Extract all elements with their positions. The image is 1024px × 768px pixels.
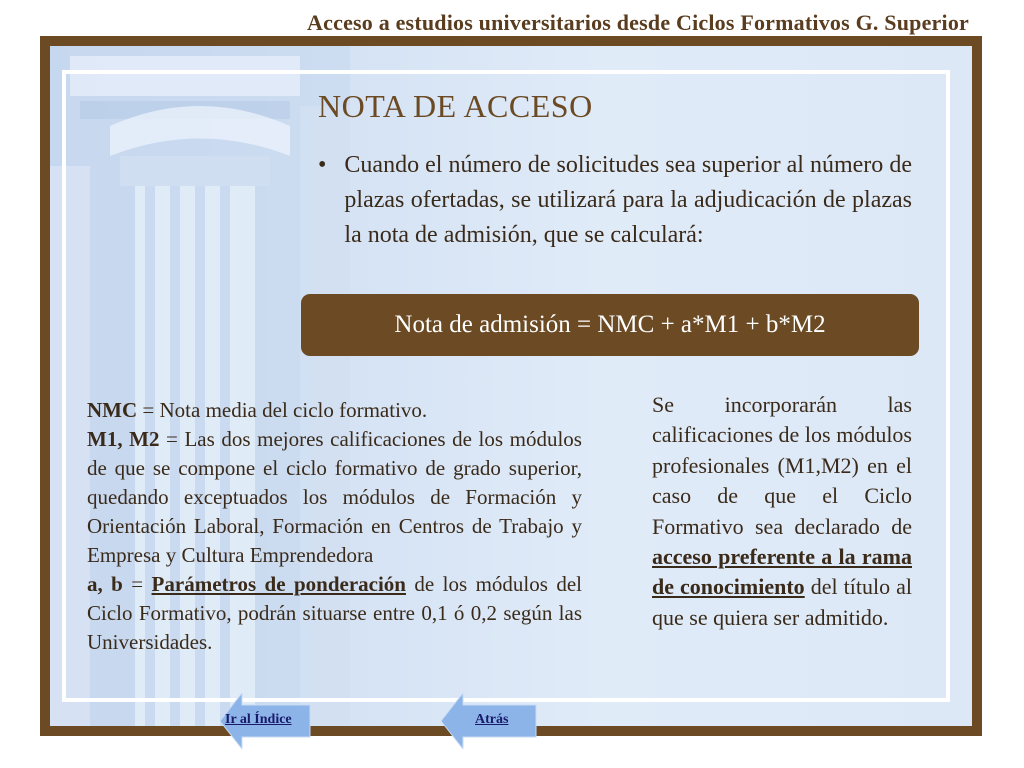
definition-nmc-text: = Nota media del ciclo formativo.	[137, 398, 428, 422]
definition-m1-m2	[87, 425, 582, 570]
definition-a-b-equals: =	[122, 572, 152, 596]
note-text-after: del título al que se quiera ser admitido.	[652, 574, 912, 630]
formula-text: Nota de admisión = NMC + a*M1 + b*M2	[394, 311, 826, 338]
weighting-parameters-link[interactable]: Parámetros de ponderación	[151, 572, 406, 596]
term-a-b: a, b	[87, 572, 123, 596]
term-m1-m2: M1, M2	[87, 427, 160, 451]
definition-a-b	[87, 570, 582, 657]
slide-title: NOTA DE ACCESO	[318, 88, 593, 124]
formula-banner	[301, 294, 919, 356]
go-to-index-button[interactable]	[220, 693, 312, 749]
definition-a-b-text: de los módulos del Ciclo Formativo, podrán situarse entre 0,1 ó 0,2 según las Universidades.	[87, 572, 582, 654]
presentation-header-title: Acceso a estudios universitarios desde Ciclos Formativos G. Superior	[307, 10, 969, 35]
bullet-point	[318, 148, 912, 253]
back-button[interactable]	[441, 693, 537, 749]
definition-m1-m2-text: = Las dos mejores calificaciones de los módulos de que se compone el ciclo formativo de grado superior, quedando exceptuados los módulos de Formación y Orientación Laboral, Formación en Centros de Trabajo y Empresa y Cultura Emprendedora	[87, 427, 582, 567]
preferential-access-note	[652, 390, 912, 633]
bullet-icon: •	[318, 152, 327, 178]
definitions-block	[87, 396, 582, 657]
bullet-text: Cuando el número de solicitudes sea superior al número de plazas ofertadas, se utilizará para la adjudicación de plazas la nota de admisión, que se calculará:	[344, 152, 912, 248]
go-to-index-label: Ir al Índice	[225, 712, 292, 727]
note-text-before: Se incorporarán las calificaciones de los módulos profesionales (M1,M2) en el caso de que el Ciclo Formativo sea declarado de	[652, 392, 912, 539]
definition-nmc	[87, 396, 582, 425]
term-nmc: NMC	[87, 398, 138, 422]
note-emphasis: acceso preferente a la rama de conocimiento	[652, 544, 912, 600]
back-label: Atrás	[475, 712, 509, 727]
